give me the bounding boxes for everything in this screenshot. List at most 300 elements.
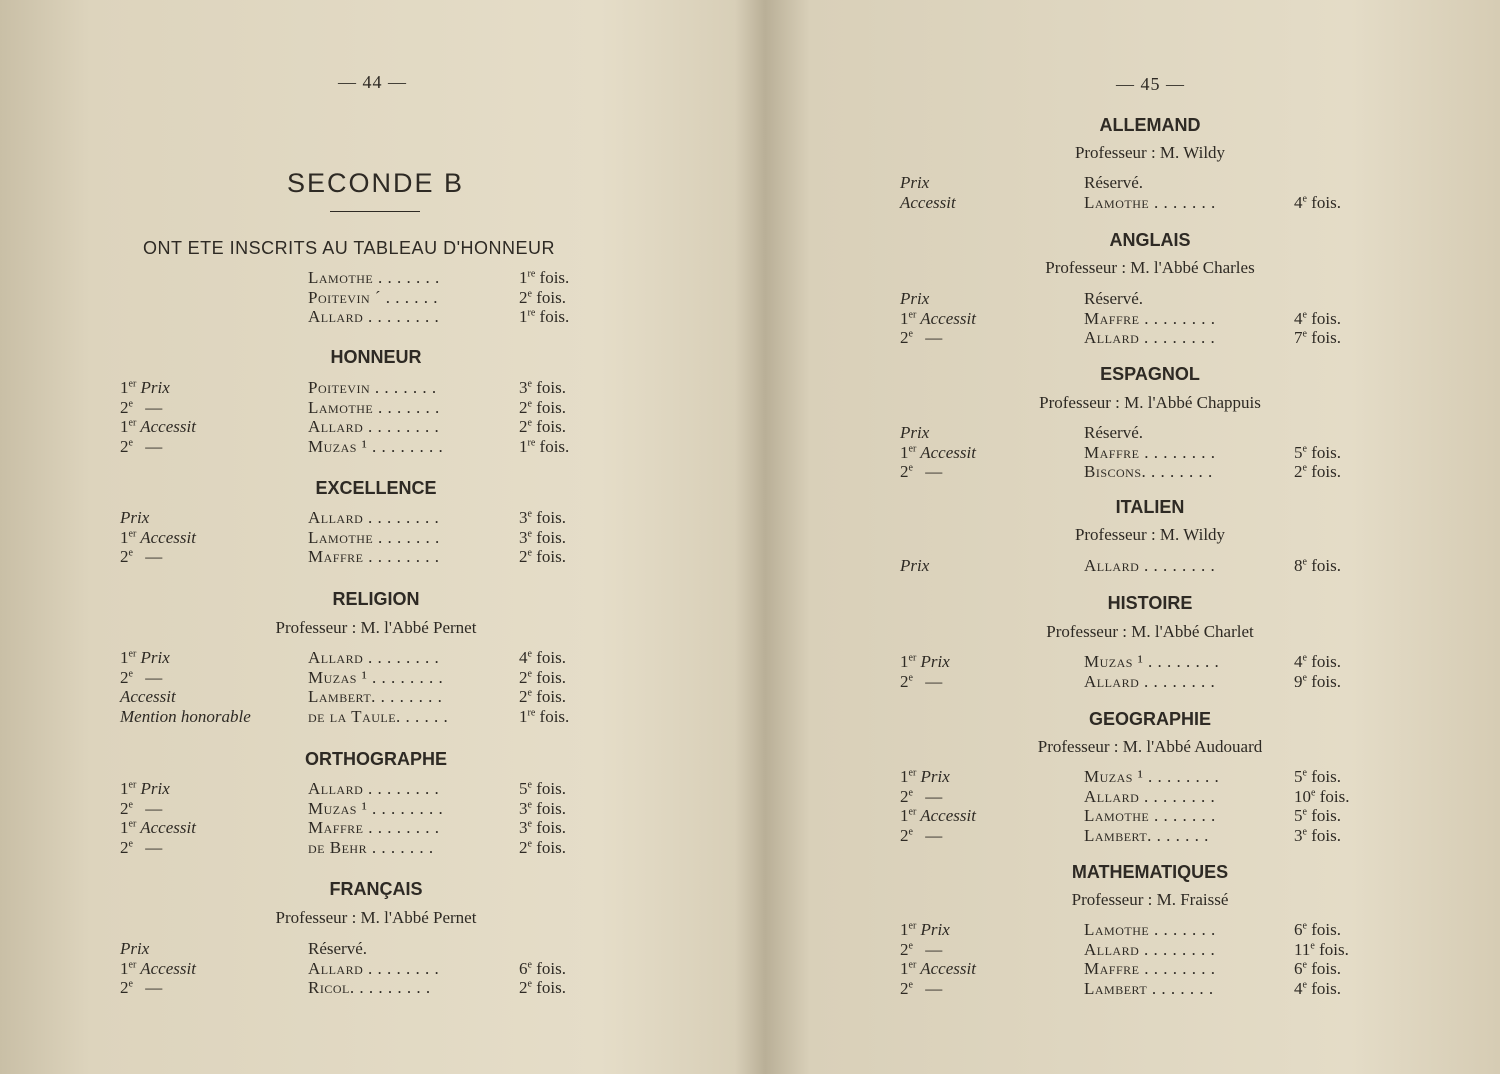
professor-line: Professeur : M. l'Abbé Charles bbox=[1045, 258, 1255, 277]
student-name: Lambert. . . . . . . . bbox=[308, 687, 443, 707]
prize-row bbox=[0, 799, 740, 819]
times-suffix: e bbox=[527, 978, 532, 990]
student-name: Poitevin . . . . . . . bbox=[308, 378, 437, 397]
times-text: fois. bbox=[536, 527, 566, 547]
prize-row bbox=[0, 939, 740, 959]
rank-number: 1 bbox=[120, 417, 129, 437]
times-number: 6 bbox=[1294, 959, 1303, 978]
section-heading: MATHEMATIQUES bbox=[1071, 862, 1229, 882]
prize-row bbox=[768, 309, 1500, 329]
times-number: 5 bbox=[519, 779, 528, 798]
times-count bbox=[1294, 767, 1341, 787]
prize-row bbox=[768, 979, 1500, 999]
rank-number: 2 bbox=[900, 462, 909, 481]
rank-number: 2 bbox=[120, 667, 129, 687]
times-number: 2 bbox=[519, 667, 528, 687]
rank-label bbox=[900, 652, 950, 672]
rank-number: 1 bbox=[900, 920, 909, 939]
times-count bbox=[519, 648, 566, 668]
times-suffix: re bbox=[527, 707, 536, 719]
times-count bbox=[519, 268, 569, 288]
rank-label bbox=[900, 767, 950, 787]
rank-label bbox=[900, 289, 929, 309]
prize-row bbox=[0, 668, 740, 688]
prize-row bbox=[0, 648, 740, 668]
times-count bbox=[1294, 193, 1341, 213]
times-text: fois. bbox=[539, 307, 570, 326]
prize-row bbox=[0, 978, 740, 998]
times-text: fois. bbox=[1311, 308, 1341, 328]
rank-text: — bbox=[145, 978, 163, 998]
professor-line: Professeur : M. Fraissé bbox=[1071, 890, 1229, 909]
rank-suffix: e bbox=[908, 462, 913, 474]
rank-suffix: er bbox=[128, 818, 137, 830]
rank-text: Prix bbox=[900, 289, 930, 308]
rank-label bbox=[900, 173, 929, 193]
rank-suffix: er bbox=[128, 779, 137, 791]
rank-label bbox=[120, 417, 196, 437]
prize-row bbox=[0, 528, 740, 548]
student-name: Allard . . . . . . . . bbox=[1084, 786, 1216, 806]
rank-suffix: er bbox=[908, 767, 917, 779]
rank-label bbox=[120, 508, 149, 528]
times-number: 2 bbox=[519, 978, 528, 998]
rank-text: — bbox=[145, 838, 163, 858]
rank-number: 2 bbox=[120, 547, 129, 567]
times-text: fois. bbox=[1311, 328, 1341, 347]
section-heading: ORTHOGRAPHE bbox=[304, 749, 448, 769]
rank-text: Prix bbox=[140, 779, 170, 798]
student-name: Muzas ¹ . . . . . . . . bbox=[308, 667, 444, 687]
student-name: Ricol. . . . . . . . . bbox=[308, 978, 431, 998]
times-count bbox=[519, 818, 566, 838]
prize-row bbox=[0, 417, 740, 437]
prize-row bbox=[0, 547, 740, 567]
times-number: 8 bbox=[1294, 556, 1303, 575]
rank-number: 2 bbox=[900, 978, 909, 998]
times-text: fois. bbox=[536, 978, 566, 998]
student-name: Réservé. bbox=[308, 939, 368, 958]
times-number: 7 bbox=[1294, 328, 1303, 347]
rank-label bbox=[120, 939, 149, 959]
times-number: 2 bbox=[519, 547, 528, 567]
rank-label bbox=[900, 920, 950, 940]
times-text: fois. bbox=[1311, 825, 1341, 845]
rank-number: 2 bbox=[120, 798, 129, 818]
rank-number: 1 bbox=[900, 442, 909, 462]
prize-row bbox=[768, 672, 1500, 692]
times-count bbox=[519, 978, 566, 998]
prize-row bbox=[768, 767, 1500, 787]
rank-label bbox=[120, 838, 162, 858]
prize-row bbox=[768, 920, 1500, 940]
rank-text: Mention honorable bbox=[120, 707, 251, 727]
times-count bbox=[1294, 940, 1349, 960]
student-name: Muzas ¹ . . . . . . . . bbox=[1084, 767, 1220, 786]
rank-number: 2 bbox=[900, 671, 909, 691]
prize-row bbox=[768, 556, 1500, 576]
rank-suffix: e bbox=[128, 668, 133, 680]
times-number: 9 bbox=[1294, 671, 1303, 691]
student-name: Lambert. . . . . . . bbox=[1084, 825, 1209, 845]
times-text: fois. bbox=[536, 648, 566, 667]
professor-line: Professeur : M. l'Abbé Pernet bbox=[275, 618, 477, 637]
times-suffix: e bbox=[1302, 767, 1307, 779]
rank-label bbox=[900, 462, 942, 482]
times-count bbox=[1294, 959, 1341, 979]
rank-suffix: er bbox=[128, 378, 137, 390]
times-count bbox=[519, 668, 566, 688]
right-page bbox=[768, 0, 1500, 1074]
rank-text: — bbox=[145, 437, 163, 457]
prize-row bbox=[0, 707, 740, 727]
times-count bbox=[519, 799, 566, 819]
rank-number: 2 bbox=[120, 437, 129, 457]
rank-label bbox=[900, 193, 956, 213]
times-suffix: e bbox=[1302, 806, 1307, 818]
student-name: Poitevin ˊ . . . . . . bbox=[308, 287, 439, 307]
rank-text: — bbox=[145, 667, 163, 687]
section-heading: HISTOIRE bbox=[1107, 593, 1193, 613]
rank-text: Accessit bbox=[900, 192, 956, 212]
times-suffix: re bbox=[527, 268, 536, 280]
rank-suffix: er bbox=[908, 920, 917, 932]
prize-row bbox=[768, 289, 1500, 309]
rank-suffix: er bbox=[128, 528, 137, 540]
rank-label bbox=[900, 328, 942, 348]
times-text: fois. bbox=[1311, 442, 1341, 462]
student-name: Allard . . . . . . . . bbox=[308, 779, 440, 798]
honor-roll-row bbox=[0, 307, 740, 327]
rank-suffix: er bbox=[908, 959, 917, 971]
professor-line: Professeur : M. Wildy bbox=[1074, 143, 1226, 162]
student-name: Réservé. bbox=[1084, 173, 1144, 192]
rank-text: — bbox=[925, 939, 943, 959]
prize-row bbox=[768, 173, 1500, 193]
times-count bbox=[519, 547, 566, 567]
times-number: 1 bbox=[519, 707, 528, 727]
prize-row bbox=[768, 423, 1500, 443]
rank-suffix: er bbox=[908, 806, 917, 818]
times-count bbox=[519, 707, 569, 727]
student-name: Allard . . . . . . . . bbox=[1084, 328, 1216, 347]
rank-label bbox=[900, 979, 942, 999]
student-name: Lamothe . . . . . . . bbox=[308, 268, 440, 287]
times-text: fois. bbox=[536, 378, 566, 397]
rank-text: Prix bbox=[120, 508, 150, 527]
times-text: fois. bbox=[536, 667, 566, 687]
times-suffix: e bbox=[1311, 786, 1316, 798]
rank-suffix: er bbox=[128, 417, 137, 429]
times-suffix: e bbox=[1302, 825, 1307, 837]
times-text: fois. bbox=[536, 838, 566, 858]
times-count bbox=[519, 838, 566, 858]
times-suffix: e bbox=[1302, 671, 1307, 683]
times-suffix: e bbox=[527, 818, 532, 830]
times-number: 4 bbox=[1294, 652, 1303, 671]
student-name: Allard . . . . . . . . bbox=[1084, 556, 1216, 575]
rank-label bbox=[120, 648, 170, 668]
rank-label bbox=[900, 787, 942, 807]
student-name: Allard . . . . . . . . bbox=[308, 958, 440, 978]
rank-label bbox=[120, 668, 162, 688]
times-suffix: e bbox=[1302, 308, 1307, 320]
times-suffix: e bbox=[527, 779, 532, 791]
student-name: de Behr . . . . . . . bbox=[308, 838, 434, 858]
times-text: fois. bbox=[1311, 671, 1341, 691]
times-suffix: e bbox=[527, 959, 532, 971]
student-name: Allard . . . . . . . . bbox=[308, 648, 440, 667]
times-count bbox=[1294, 826, 1341, 846]
rank-label bbox=[120, 978, 162, 998]
rank-suffix: e bbox=[128, 799, 133, 811]
times-suffix: e bbox=[1310, 939, 1315, 951]
prize-row bbox=[0, 378, 740, 398]
student-name: Muzas ¹ . . . . . . . . bbox=[308, 798, 444, 818]
rank-text: Prix bbox=[140, 648, 170, 667]
times-count bbox=[519, 687, 566, 707]
times-number: 5 bbox=[1294, 442, 1303, 462]
section-heading: FRANÇAIS bbox=[329, 879, 423, 899]
rank-number: 2 bbox=[120, 397, 129, 417]
rank-label bbox=[120, 687, 176, 707]
times-suffix: e bbox=[1302, 978, 1307, 990]
times-number: 2 bbox=[519, 417, 528, 437]
student-name: Biscons. . . . . . . . bbox=[1084, 462, 1213, 481]
times-number: 2 bbox=[519, 838, 528, 858]
times-suffix: e bbox=[527, 687, 532, 699]
prize-row bbox=[0, 687, 740, 707]
rank-text: Prix bbox=[120, 939, 150, 958]
title-rule bbox=[330, 211, 420, 212]
times-text: fois. bbox=[1319, 786, 1350, 806]
rank-label bbox=[900, 556, 929, 576]
rank-suffix: er bbox=[128, 959, 137, 971]
rank-number: 2 bbox=[900, 328, 909, 347]
times-text: fois. bbox=[536, 798, 566, 818]
times-text: fois. bbox=[1311, 978, 1341, 998]
student-name: Muzas ¹ . . . . . . . . bbox=[308, 437, 444, 457]
times-text: fois. bbox=[1311, 959, 1341, 978]
rank-label bbox=[120, 959, 196, 979]
times-number: 6 bbox=[1294, 920, 1303, 939]
student-name: Lamothe . . . . . . . bbox=[1084, 920, 1216, 939]
rank-number: 1 bbox=[120, 648, 129, 667]
section-heading: EXCELLENCE bbox=[315, 478, 437, 498]
times-text: fois. bbox=[539, 268, 570, 287]
rank-suffix: e bbox=[908, 786, 913, 798]
rank-text: Accessit bbox=[140, 818, 196, 838]
times-text: fois. bbox=[1311, 652, 1341, 671]
rank-label bbox=[120, 437, 162, 457]
times-count bbox=[1294, 920, 1341, 940]
times-suffix: re bbox=[527, 307, 536, 319]
times-number: 5 bbox=[1294, 767, 1303, 786]
prize-row bbox=[768, 806, 1500, 826]
times-text: fois. bbox=[1311, 767, 1341, 786]
rank-label bbox=[120, 378, 170, 398]
times-count bbox=[1294, 806, 1341, 826]
times-suffix: re bbox=[527, 437, 536, 449]
times-number: 2 bbox=[519, 287, 528, 307]
times-number: 2 bbox=[519, 687, 528, 707]
rank-number: 1 bbox=[900, 652, 909, 671]
times-suffix: e bbox=[527, 528, 532, 540]
times-text: fois. bbox=[536, 779, 566, 798]
rank-label bbox=[900, 806, 976, 826]
times-number: 1 bbox=[519, 307, 528, 326]
rank-text: Accessit bbox=[920, 308, 976, 328]
section-heading: ANGLAIS bbox=[1109, 230, 1191, 250]
times-text: fois. bbox=[536, 958, 566, 978]
rank-text: Accessit bbox=[920, 806, 976, 825]
times-suffix: e bbox=[527, 838, 532, 850]
section-heading: RELIGION bbox=[332, 589, 420, 609]
times-text: fois. bbox=[536, 508, 566, 527]
times-number: 2 bbox=[519, 397, 528, 417]
times-number: 3 bbox=[1294, 825, 1303, 845]
times-count bbox=[519, 378, 566, 398]
prize-row bbox=[768, 193, 1500, 213]
rank-text: Accessit bbox=[920, 959, 976, 978]
times-number: 5 bbox=[1294, 806, 1303, 825]
times-count bbox=[1294, 652, 1341, 672]
prize-row bbox=[0, 818, 740, 838]
honor-roll-row bbox=[0, 288, 740, 308]
times-number: 4 bbox=[1294, 978, 1303, 998]
prize-row bbox=[768, 959, 1500, 979]
professor-line: Professeur : M. l'Abbé Chappuis bbox=[1039, 393, 1261, 412]
times-suffix: e bbox=[527, 668, 532, 680]
rank-label bbox=[900, 959, 976, 979]
times-number: 1 bbox=[519, 437, 528, 457]
rank-number: 1 bbox=[120, 958, 129, 978]
rank-number: 1 bbox=[120, 779, 129, 798]
times-number: 3 bbox=[519, 527, 528, 547]
rank-number: 2 bbox=[120, 838, 129, 858]
times-text: fois. bbox=[536, 547, 566, 567]
rank-text: Prix bbox=[920, 652, 950, 671]
rank-suffix: er bbox=[908, 308, 917, 320]
times-count bbox=[1294, 462, 1341, 482]
times-count bbox=[519, 959, 566, 979]
times-count bbox=[519, 398, 566, 418]
section-heading: ESPAGNOL bbox=[1100, 364, 1200, 384]
times-text: fois. bbox=[1311, 556, 1341, 575]
times-count bbox=[519, 779, 566, 799]
student-name: Lamothe . . . . . . . bbox=[1084, 806, 1216, 825]
student-name: Réservé. bbox=[1084, 289, 1144, 308]
student-name: Maffre . . . . . . . . bbox=[1084, 959, 1216, 978]
rank-suffix: e bbox=[908, 671, 913, 683]
rank-label bbox=[120, 398, 162, 418]
times-text: fois. bbox=[536, 687, 566, 707]
times-number: 6 bbox=[519, 958, 528, 978]
rank-number: 2 bbox=[900, 786, 909, 806]
rank-label bbox=[900, 940, 942, 960]
rank-suffix: e bbox=[908, 328, 913, 340]
rank-text: — bbox=[145, 397, 163, 417]
page-number: — 44 — bbox=[338, 72, 407, 92]
times-count bbox=[519, 307, 569, 327]
rank-text: — bbox=[925, 978, 943, 998]
page-title: SECONDE B bbox=[287, 168, 465, 198]
times-count bbox=[1294, 443, 1341, 463]
times-suffix: e bbox=[527, 378, 532, 390]
times-text: fois. bbox=[1311, 192, 1341, 212]
rank-text: Prix bbox=[900, 423, 930, 442]
rank-suffix: e bbox=[908, 939, 913, 951]
rank-label bbox=[120, 799, 162, 819]
prize-row bbox=[768, 462, 1500, 482]
section-heading: ITALIEN bbox=[1115, 497, 1185, 517]
times-count bbox=[519, 528, 566, 548]
rank-suffix: e bbox=[128, 838, 133, 850]
times-suffix: e bbox=[1302, 959, 1307, 971]
times-number: 4 bbox=[1294, 192, 1303, 212]
times-number: 11 bbox=[1294, 939, 1311, 959]
rank-number: 2 bbox=[900, 939, 909, 959]
rank-suffix: er bbox=[908, 442, 917, 454]
rank-suffix: e bbox=[128, 547, 133, 559]
times-text: fois. bbox=[1319, 939, 1349, 959]
times-text: fois. bbox=[539, 437, 570, 457]
rank-number: 1 bbox=[900, 959, 909, 978]
student-name: Maffre . . . . . . . . bbox=[308, 547, 440, 567]
times-suffix: e bbox=[527, 648, 532, 660]
page-number: — 45 — bbox=[1116, 74, 1185, 94]
times-number: 3 bbox=[519, 508, 528, 527]
student-name: Maffre . . . . . . . . bbox=[1084, 308, 1216, 328]
student-name: Maffre . . . . . . . . bbox=[1084, 442, 1216, 462]
times-text: fois. bbox=[539, 707, 570, 727]
rank-number: 1 bbox=[900, 308, 909, 328]
times-count bbox=[1294, 672, 1341, 692]
rank-label bbox=[120, 779, 170, 799]
times-suffix: e bbox=[527, 287, 532, 299]
rank-number: 1 bbox=[900, 767, 909, 786]
rank-suffix: er bbox=[908, 652, 917, 664]
student-name: Allard . . . . . . . . bbox=[308, 417, 440, 437]
times-count bbox=[1294, 979, 1341, 999]
rank-text: — bbox=[145, 547, 163, 567]
rank-text: Accessit bbox=[140, 527, 196, 547]
rank-text: — bbox=[925, 671, 943, 691]
prize-row bbox=[0, 959, 740, 979]
rank-text: — bbox=[145, 798, 163, 818]
rank-label bbox=[120, 528, 196, 548]
prize-row bbox=[0, 779, 740, 799]
rank-text: Prix bbox=[900, 173, 930, 192]
rank-suffix: e bbox=[908, 825, 913, 837]
times-number: 10 bbox=[1294, 786, 1311, 806]
rank-text: — bbox=[925, 462, 943, 481]
student-name: de la Taule. . . . . . bbox=[308, 707, 449, 727]
rank-label bbox=[900, 443, 976, 463]
rank-text: Accessit bbox=[120, 687, 176, 707]
rank-text: — bbox=[925, 328, 943, 347]
rank-number: 1 bbox=[120, 818, 129, 838]
rank-text: Accessit bbox=[920, 442, 976, 462]
times-number: 3 bbox=[519, 818, 528, 838]
times-suffix: e bbox=[1302, 442, 1307, 454]
rank-number: 1 bbox=[120, 527, 129, 547]
times-text: fois. bbox=[536, 818, 566, 838]
times-suffix: e bbox=[1302, 556, 1307, 568]
student-name: Allard . . . . . . . . bbox=[308, 508, 440, 527]
student-name: Lamothe . . . . . . . bbox=[1084, 192, 1216, 212]
professor-line: Professeur : M. l'Abbé Charlet bbox=[1046, 622, 1254, 641]
